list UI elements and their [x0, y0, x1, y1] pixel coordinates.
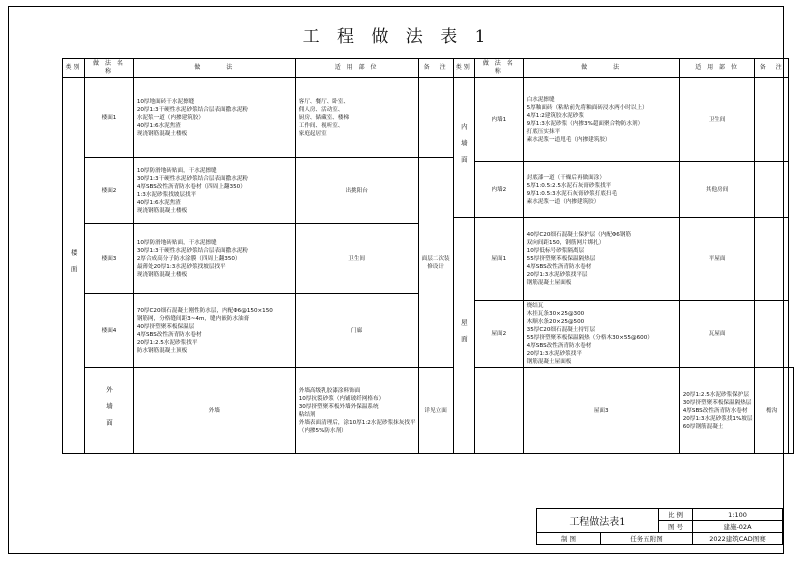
- header-method-right: 做 法: [523, 59, 679, 78]
- method-detail: 10厚防滑地砖贴面，干水泥擦缝 30厚1:3干硬性水泥砂浆结合层表面撒水泥粉 2厚合成高分子防水涂膜（四周上翻350） 最薄处20厚1:3水泥砂浆找坡层找平 现浇钢筋混凝土楼板: [133, 224, 295, 294]
- category-roof: 屋面: [453, 218, 474, 454]
- method-name: 屋面1: [474, 218, 523, 301]
- method-name: 楼面1: [85, 78, 134, 158]
- title-block: [536, 508, 783, 545]
- project-name: 2022建筑CAD图赛: [693, 533, 783, 545]
- method-name: 楼面4: [85, 294, 134, 368]
- drawn-value: 任务五附图: [601, 533, 693, 545]
- header-category: 类别: [63, 59, 85, 78]
- applicable-area: 详见立面: [418, 368, 453, 454]
- method-name: 楼面2: [85, 158, 134, 224]
- drawn-label: 制 图: [537, 533, 601, 545]
- method-name: 楼面3: [85, 224, 134, 294]
- applicable-area: 平屋面: [679, 218, 755, 301]
- drawing-no-label: 图 号: [659, 521, 693, 533]
- remark: [755, 78, 789, 162]
- applicable-area: 出挑阳台: [295, 158, 418, 224]
- method-detail: 白水泥擦缝 5厚釉面砖（粘贴前先将釉面砖浸水两小时以上） 4厚1:2建筑胶水泥砂浆 9厚1:3水泥砂浆（内掺3%超面聚合物防水剂） 打底压实抹平 素水泥浆一道甩毛（内掺建筑胶）: [523, 78, 679, 162]
- method-name: 内墙1: [474, 78, 523, 162]
- remark: [789, 368, 794, 454]
- table-row: [63, 368, 794, 454]
- applicable-area: 卫生间: [679, 78, 755, 162]
- header-area-right: 适 用 部 位: [679, 59, 755, 78]
- applicable-area: 瓦屋面: [679, 301, 755, 368]
- method-detail: 70厚C20细石混凝土刚性防水层，内配Φ6@150×150 钢筋网，分格缝间距3~4m，缝内嵌防水油膏 40厚挤塑聚苯板保温层 4厚SBS改性沥青防水卷材 20厚1:2.5水泥砂浆找平 防水钢筋混凝土顶板: [133, 294, 295, 368]
- drawing-no-value: 建施-02A: [693, 521, 783, 533]
- header-area: 适 用 部 位: [295, 59, 418, 78]
- remark: [755, 301, 789, 368]
- header-name-right: 做 法 名 称: [474, 59, 523, 78]
- header-method: 做 法: [133, 59, 295, 78]
- category-floor: 楼面: [63, 78, 85, 454]
- method-detail: 烧结瓦 木挂瓦条30×25@300 木顺水条20×25@500 35厚C20细石混凝土持钉层 55厚挤塑聚苯板保温隔热（分格木30×55@600） 4厚SBS改性沥青防水卷材 20厚1:3水泥砂浆找平 钢筋混凝土屋面板: [523, 301, 679, 368]
- method-detail: 40厚C20细石混凝土保护层（内配Φ6钢筋 双向间距150，钢筋网片绑扎） 10厚低标号砂浆隔离层 55厚挤塑聚苯板保温隔热层 4厚SBS改性沥青防水卷材 20厚1:3水泥砂浆找平层 钢筋混凝土屋面板: [523, 218, 679, 301]
- method-detail: 封底漆一道（干燥后再做面涂） 5厚1:0.5:2.5水泥石灰膏砂浆找平 9厚1:0.5:3水泥石灰膏砂浆打底扫毛 素水泥浆一道（内掺建筑胶）: [523, 162, 679, 218]
- applicable-area: 客厅、餐厅、卧室、 佣人房、活动室、 厨房、储藏室、楼梯 工作间、视听室、 家庭起居室: [295, 78, 418, 158]
- header-remark-right: 备 注: [755, 59, 789, 78]
- method-detail: 10厚防滑地砖贴面，干水泥擦缝 30厚1:3干硬性水泥砂浆结合层表面撒水泥粉 4厚SBS改性沥青防水卷材（四周上翻350） 1:3水泥砂浆找坡层找平 40厚1:6水泥焦渣 现浇钢筋混凝土楼板: [133, 158, 295, 224]
- applicable-area: 檐沟: [755, 368, 789, 454]
- category-interior-wall: 内墙面: [453, 78, 474, 218]
- header-name: 做 法 名 称: [85, 59, 134, 78]
- scale-label: 比 例: [659, 509, 693, 521]
- applicable-area: 卫生间: [295, 224, 418, 294]
- method-name: 内墙2: [474, 162, 523, 218]
- method-name: 外墙: [133, 368, 295, 454]
- method-name: 屋面2: [474, 301, 523, 368]
- method-name: 屋面3: [523, 368, 679, 454]
- scale-value: 1:100: [693, 509, 783, 521]
- method-detail: 20厚1:2.5水泥砂浆保护层 30厚挤塑聚苯板保温隔热层 4厚SBS改性沥青防水卷材 20厚1:3水泥砂浆找1%坡层 60厚钢筋混凝土: [679, 368, 755, 454]
- page-title: 工 程 做 法 表 1: [302, 27, 492, 47]
- applicable-area: 门廊: [295, 294, 418, 368]
- method-detail: 外墙高级乳胶漆涂料饰面 10厚抗裂砂浆（内铺玻纤网格布） 30厚挤塑聚苯板外墙外保温系统 粘结剂 外墙表面清理后，涂10厚1:2水泥砂浆抹灰找平 （内掺5%防水剂）: [295, 368, 418, 454]
- remark: [418, 78, 453, 158]
- header-remark: 备 注: [418, 59, 453, 78]
- construction-method-table: [62, 58, 794, 454]
- table-row: [63, 78, 794, 110]
- category-exterior-wall: 外墙面: [85, 368, 134, 454]
- remark: [474, 368, 523, 454]
- applicable-area: 其他房间: [679, 162, 755, 218]
- remark: [755, 218, 789, 301]
- remark: [755, 162, 789, 218]
- method-detail: 10厚地面砖干水泥擦缝 20厚1:3干硬性水泥砂浆结合层表面撒水泥粉 水泥浆一道（内掺建筑胶） 40厚1:6水泥焦渣 现浇钢筋混凝土楼板: [133, 78, 295, 158]
- remark-secondary-finish: 面层二次装修设计: [418, 158, 453, 368]
- header-category-right: 类别: [453, 59, 474, 78]
- table-header-row: [63, 59, 794, 78]
- sheet-title: 工程做法表1: [537, 509, 659, 533]
